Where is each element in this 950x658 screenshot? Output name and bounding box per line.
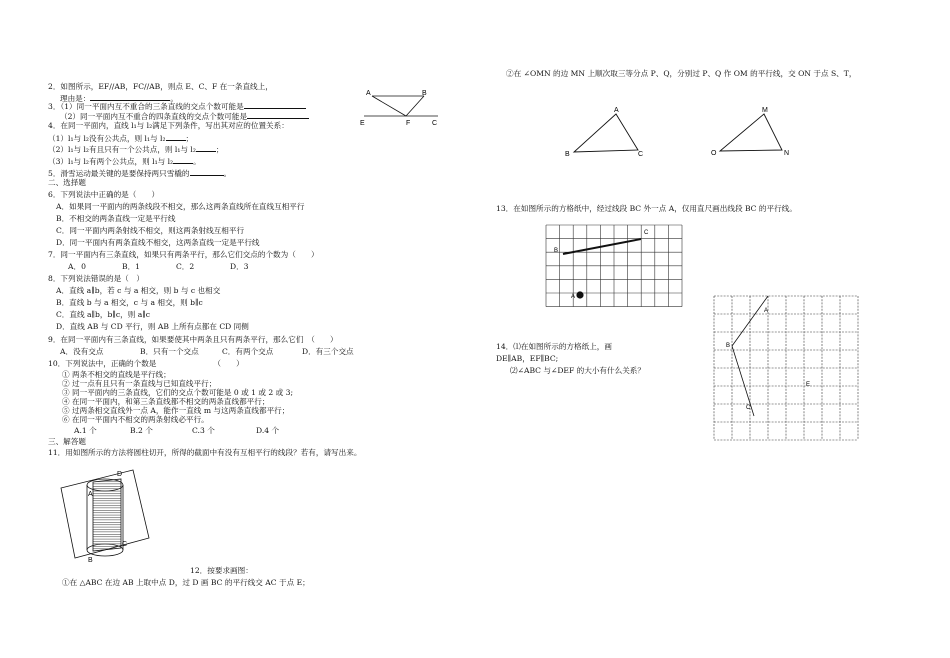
fig-label: M [762,107,768,114]
q4-2: （2）l₁与 l₂有且只有一个公共点，则 l₁与 l₂ ； [48,145,224,154]
q10-item: ④ 在同一平面内，和第三条直线都不相交的两条直线都平行； [62,397,270,406]
q8-option-a: A．直线 a∥b，若 c 与 a 相交，则 b 与 c 也相交 [56,286,221,295]
fig-label: C [644,230,649,236]
section-2-title: 二、选择题 [48,178,86,187]
q8-option-d: D．直线 AB 与 CD 平行，则 AB 上所有点都在 CD 同侧 [56,322,249,331]
figure-angle-omn [708,104,798,160]
q6-option-a: A．如果同一平面内的两条线段不相交，那么这两条直线所在直线互相平行 [56,202,305,211]
q10-item: ② 过一点有且只有一条直线与已知直线平行； [62,379,217,388]
q6-text: 6．下列说法中正确的是（ ） [48,190,160,199]
q13-text: 13．在如图所示的方格纸中，经过线段 BC 外一点 A，仅用直尺画出线段 BC 的平行线。 [496,204,797,213]
fig-label: F [406,120,411,127]
q7-option-a: A．0 [68,262,86,271]
line-bc [732,346,754,416]
q5-text: 5．滑雪运动最关键的是要保持两只雪橇的 。 [48,169,232,178]
q9-option-a: A．没有交点 [60,347,104,356]
q10-option-b: B.2 个 [130,426,153,435]
point-a [576,291,583,298]
segment-bc [563,239,641,254]
q10-option-c: C.3 个 [192,426,215,435]
q4-1: （1）l₁与 l₂没有公共点，则 l₁与 l₂ ； [48,134,194,143]
q10-item: ⑥ 在同一平面内不相交的两条射线必平行。 [62,415,209,424]
q9-option-c: C．有两个交点 [222,347,274,356]
answer-blank[interactable] [173,155,193,164]
q2-reason: 理由是： 。 [60,94,178,103]
fig-label: B [726,343,731,349]
fig-label: A [571,294,576,300]
q9-option-b: B．只有一个交点 [140,347,199,356]
q10-option-d: D.4 个 [256,426,280,435]
grid-q13 [546,225,684,309]
q7-text: 7．同一平面内有三条直线，如果只有两条平行，那么它们交点的个数为（ ） [48,250,319,259]
q10-item: ③ 同一平面内的三条直线，它们的交点个数可能是 0 或 1 或 2 或 3; [62,388,294,397]
q6-option-c: C．同一平面内两条射线不相交，则这两条射线互相平行 [56,226,245,235]
answer-blank[interactable] [247,110,309,119]
section-3-title: 三、解答题 [48,437,86,446]
fig-label: E [806,382,811,388]
q7-option-c: C．2 [176,262,195,271]
fig-label: B [554,248,559,254]
q10-item: ① 两条不相交的直线是平行线； [62,370,171,379]
q8-text: 8．下列说法错误的是（ ） [48,274,144,283]
q11-text: 11．用如图所示的方法将圆柱切开，所得的截面中有没有互相平行的线段？若有，请写出来。 [48,448,362,457]
answer-blank[interactable] [196,143,216,152]
q12-part2: ②在 ∠OMN 的边 MN 上顺次取三等分点 P、Q，分别过 P、Q 作 OM 的平行线，交 ON 于点 S、T， [506,69,857,78]
fig-label: A [88,491,93,498]
answer-blank[interactable] [244,100,306,109]
q10-text: 10．下列说法中，正确的个数是 （ ） [48,359,244,368]
fig-label: B [422,90,427,97]
fig-label: C [432,120,438,127]
q3-2: （2）同一平面内互不重合的四条直线的交点个数可能是 [60,110,309,122]
q6-option-b: B．不相交的两条直线一定是平行线 [56,214,176,223]
fig-label: B [88,557,93,564]
fig-label: A [366,90,371,97]
q9-text: 9．在同一平面内有三条直线，如果要使其中两条且只有两条平行，那么它们 （ ） [48,335,338,344]
q10-item: ⑤ 过两条相交直线外一点 A，能作一直线 m 与这两条直线都平行； [62,406,290,415]
q14-part2: ⑵∠ABC 与∠DEF 的大小有什么关系？ [510,366,645,375]
answer-blank[interactable] [190,167,224,176]
figure-q2 [360,86,440,131]
figure-triangle-abc [562,104,646,160]
q4-text: 4．在同一平面内，直线 l₁与 l₂满足下列条件，写出其对应的位置关系： [48,121,289,130]
q6-option-d: D．同一平面内有两条直线不相交，这两条直线一定是平行线 [56,238,260,247]
q4-3: （3）l₁与 l₂有两个公共点，则 l₁与 l₂ 。 [48,157,201,166]
q12-text: 12．按要求画图： [190,566,253,575]
q7-option-b: B．1 [122,262,141,271]
fig-label: E [360,120,365,127]
q3-1: 3．（1）同一平面内互不重合的三条直线的交点个数可能是 [48,100,306,112]
grid-q14 [714,296,858,440]
answer-blank[interactable] [166,132,186,141]
q14-part1: 14．⑴在如图所示的方格纸上，画 [496,342,612,351]
q9-option-d: D．有三个交点 [302,347,354,356]
q8-option-c: C．直线 a∥b，b∥c，则 a∥c [56,310,151,319]
fig-label: C [638,151,644,158]
q14-part1b: DE∥AB，EF∥BC; [496,354,559,363]
q2-text: 2．如图所示，EF//AB，FC//AB，则点 E、C、F 在一条直线上， [48,82,273,91]
fig-label: C [122,541,128,548]
fig-label: C [746,405,751,411]
fig-label: B [565,151,570,158]
fig-label: A [764,308,769,314]
q12-part1: ①在 △ABC 在边 AB 上取中点 D，过 D 画 BC 的平行线交 AC 于点 E； [62,578,310,587]
q7-option-d: D．3 [230,262,249,271]
fig-label: D [117,471,123,478]
figure-cylinder [55,462,155,572]
fig-label: O [711,150,717,157]
fig-label: N [784,150,790,157]
fig-label: A [614,107,619,114]
q8-option-b: B．直线 b 与 a 相交，c 与 a 相交，则 b∥c [56,298,203,307]
q10-option-a: A.1 个 [74,426,97,435]
